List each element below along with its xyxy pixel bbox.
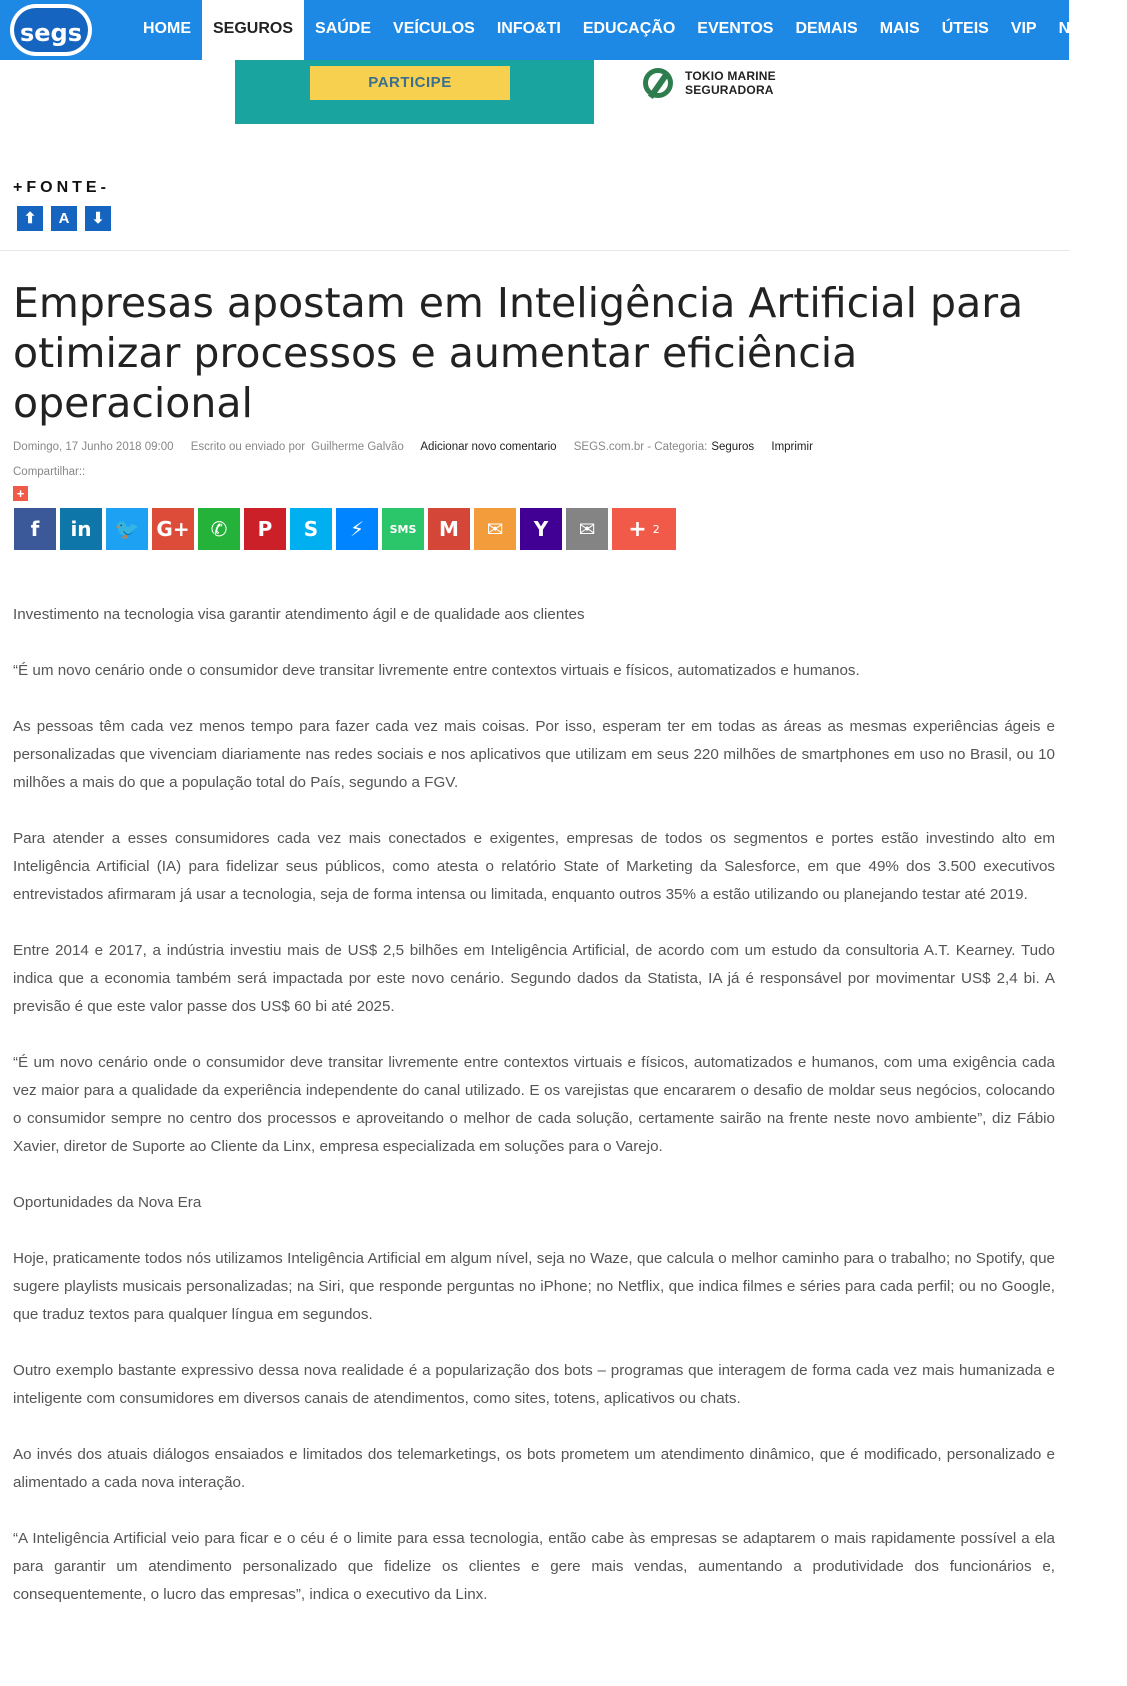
font-size-label: +FONTE- xyxy=(13,179,110,196)
written-by-label xyxy=(191,441,404,453)
twitter-glyph: 🐦 xyxy=(114,517,140,541)
yahoo-glyph: Y xyxy=(533,517,549,541)
share-label: Compartilhar:: xyxy=(13,466,86,478)
article-paragraph: Entre 2014 e 2017, a indústria investiu mais de US$ 2,5 bilhões em Inteligência Artificial, de acordo com um estudo da consultoria A.T. Kearney. Tudo indica que a economia também será impactada por este novo cenário. Segundo dados da Statista, IA já é responsável por movimentar US$ 2,4 bi. A previsão é que este valor passe dos US$ 60 bi até 2025. xyxy=(13,942,1055,1015)
article-paragraph: Hoje, praticamente todos nós utilizamos Inteligência Artificial em algum nível, seja no Waze, que calcula o melhor caminho para o trabalho; no Spotify, que sugere playlists musicais personalizadas; na Siri, que responde perguntas no iPhone; no Netflix, que indica filmes e séries para cada perfil; ou no Google, que traduz textos para qualquer língua em segundos. xyxy=(13,1250,1055,1323)
logo-text: segs xyxy=(14,8,88,52)
email-icon[interactable] xyxy=(474,508,516,550)
written-by-text: Escrito ou enviado por xyxy=(190,441,306,453)
article-paragraph: Outro exemplo bastante expressivo dessa nova realidade é a popularização dos bots – programas que interagem de forma cada vez mais humanizada e inteligente com consumidores em diversos canais de atendimentos, como sites, totens, aplicativos ou chats. xyxy=(13,1362,1055,1407)
article-meta xyxy=(13,441,827,453)
share-buttons xyxy=(14,508,676,550)
nav-item-eventos[interactable]: EVENTOS xyxy=(697,20,774,37)
article-body xyxy=(13,601,1055,1637)
article-paragraph: “É um novo cenário onde o consumidor deve transitar livremente entre contextos virtuais e físicos, automatizados e humanos, com uma exigência cada vez maior para a qualidade da experiência independente do canal utilizado. E os varejistas que encararem o desafio de moldar seus negócios, colocando o consumidor sempre no centro dos processos e aproveitando o melhor de cada solução, certamente sairão na frente neste novo ambiente”, diz Fábio Xavier, diretor de Suporte ao Cliente da Linx, empresa especializada em soluções para o Varejo. xyxy=(13,1054,1055,1155)
print-link[interactable]: Imprimir xyxy=(771,441,813,453)
tokio-marine-icon xyxy=(643,68,673,98)
whatsapp-icon[interactable] xyxy=(198,508,240,550)
gmail-icon[interactable] xyxy=(428,508,470,550)
header-divider xyxy=(0,250,1069,251)
share-count: 2 xyxy=(652,522,660,536)
skype-icon[interactable] xyxy=(290,508,332,550)
twitter-icon[interactable] xyxy=(106,508,148,550)
ad-banner[interactable] xyxy=(235,60,594,124)
sms-icon[interactable] xyxy=(382,508,424,550)
linkedin-icon[interactable] xyxy=(60,508,102,550)
messenger-glyph: ⚡ xyxy=(349,517,365,541)
category-info xyxy=(574,441,754,453)
nav-item-educa-o[interactable]: EDUCAÇÃO xyxy=(582,20,676,37)
font-reset-button[interactable]: A xyxy=(51,206,77,231)
mail-glyph: ✉ xyxy=(578,517,596,541)
whatsapp-glyph: ✆ xyxy=(210,517,228,541)
participe-button[interactable]: PARTICIPE xyxy=(310,66,510,100)
article-paragraph: Oportunidades da Nova Era xyxy=(13,1194,202,1211)
facebook-icon[interactable] xyxy=(14,508,56,550)
nav-item-news[interactable]: NEWS? xyxy=(1058,20,1117,37)
add-comment-link[interactable]: Adicionar novo comentario xyxy=(420,441,557,453)
addthis-plus-icon[interactable]: + xyxy=(13,486,28,501)
article-date: Domingo, 17 Junho 2018 09:00 xyxy=(13,441,174,453)
yahoo-icon[interactable] xyxy=(520,508,562,550)
facebook-glyph: f xyxy=(30,517,40,541)
google-plus-icon[interactable] xyxy=(152,508,194,550)
sponsor-name xyxy=(685,69,795,97)
skype-glyph: S xyxy=(303,517,319,541)
article-paragraph: Ao invés dos atuais diálogos ensaiados e limitados dos telemarketings, os bots prometem um atendimento dinâmico, que é modificado, personalizado e alimentado a cada nova interação. xyxy=(13,1446,1055,1491)
article-paragraph: Para atender a esses consumidores cada vez mais conectados e exigentes, empresas de todos os segmentos e portes estão investindo alto em Inteligência Artificial (IA) para fidelizar seus públicos, como atesta o relatório State of Marketing da Salesforce, em que 49% dos 3.500 executivos entrevistados afirmaram já usar a tecnologia, seja de forma intensa ou limitada, enquanto outros 35% a estão utilizando ou planejando testar até 2019. xyxy=(13,830,1055,903)
article-paragraph: Investimento na tecnologia visa garantir atendimento ágil e de qualidade aos clientes xyxy=(13,606,585,623)
google-plus-glyph: G+ xyxy=(156,517,190,541)
article-paragraph: “A Inteligência Artificial veio para ficar e o céu é o limite para essa tecnologia, então cabe às empresas se adaptarem o mais rapidamente possível a ela para garantir um atendimento personalizado que fidelize os clientes e gere mais vendas, aumentando a produtividade dos funcionários e, consequentemente, o lucro das empresas”, indica o executivo da Linx. xyxy=(13,1530,1055,1603)
sponsor-line-1: TOKIO MARINE xyxy=(685,69,776,83)
top-navbar xyxy=(0,0,1117,60)
nav-item-ve-culos[interactable]: VEÍCULOS xyxy=(393,20,475,37)
nav-item-sa-de[interactable]: SAÚDE xyxy=(315,20,372,37)
article-author[interactable]: Guilherme Galvão xyxy=(311,441,404,453)
gmail-glyph: M xyxy=(439,517,459,541)
main-nav xyxy=(132,0,1127,60)
more-share-glyph: + xyxy=(628,516,647,542)
nav-item-home[interactable]: HOME xyxy=(143,20,191,37)
sms-glyph: SMS xyxy=(389,522,417,536)
email-glyph: ✉ xyxy=(486,517,504,541)
font-size-controls xyxy=(17,206,111,231)
nav-item-demais[interactable]: DEMAIS xyxy=(795,20,858,37)
nav-item-vip[interactable]: VIP xyxy=(1010,20,1037,37)
pinterest-glyph: P xyxy=(257,517,273,541)
mail-icon[interactable] xyxy=(566,508,608,550)
pinterest-icon[interactable] xyxy=(244,508,286,550)
more-share-icon[interactable] xyxy=(612,508,676,550)
sponsor-line-2: SEGURADORA xyxy=(685,83,774,97)
article-title: Empresas apostam em Inteligência Artificial para otimizar processos e aumentar eficiência operacional xyxy=(13,279,1024,427)
article-paragraph: As pessoas têm cada vez menos tempo para fazer cada vez mais coisas. Por isso, esperam ter em todas as áreas as mesmas experiências ágeis e personalizadas que vivenciam diariamente nas redes sociais e nos aplicativos que utilizam em seus 220 milhões de smartphones em uso no Brasil, ou 10 milhões a mais do que a população total do País, segundo a FGV. xyxy=(13,718,1055,791)
messenger-icon[interactable] xyxy=(336,508,378,550)
article-paragraph: “É um novo cenário onde o consumidor deve transitar livremente entre contextos virtuais e físicos, automatizados e humanos. xyxy=(13,662,860,679)
category-link[interactable]: Seguros xyxy=(711,441,755,453)
nav-item-info-ti[interactable]: INFO&TI xyxy=(496,20,561,37)
nav-item-seguros[interactable]: SEGUROS xyxy=(202,0,304,60)
category-label: SEGS.com.br - Categoria: xyxy=(573,441,708,453)
segs-logo[interactable] xyxy=(10,4,92,56)
font-decrease-button[interactable]: ⬇ xyxy=(85,206,111,231)
linkedin-glyph: in xyxy=(70,517,92,541)
font-increase-button[interactable]: ⬆ xyxy=(17,206,43,231)
nav-item-mais[interactable]: MAIS xyxy=(879,20,920,37)
nav-item--teis[interactable]: ÚTEIS xyxy=(941,20,989,37)
